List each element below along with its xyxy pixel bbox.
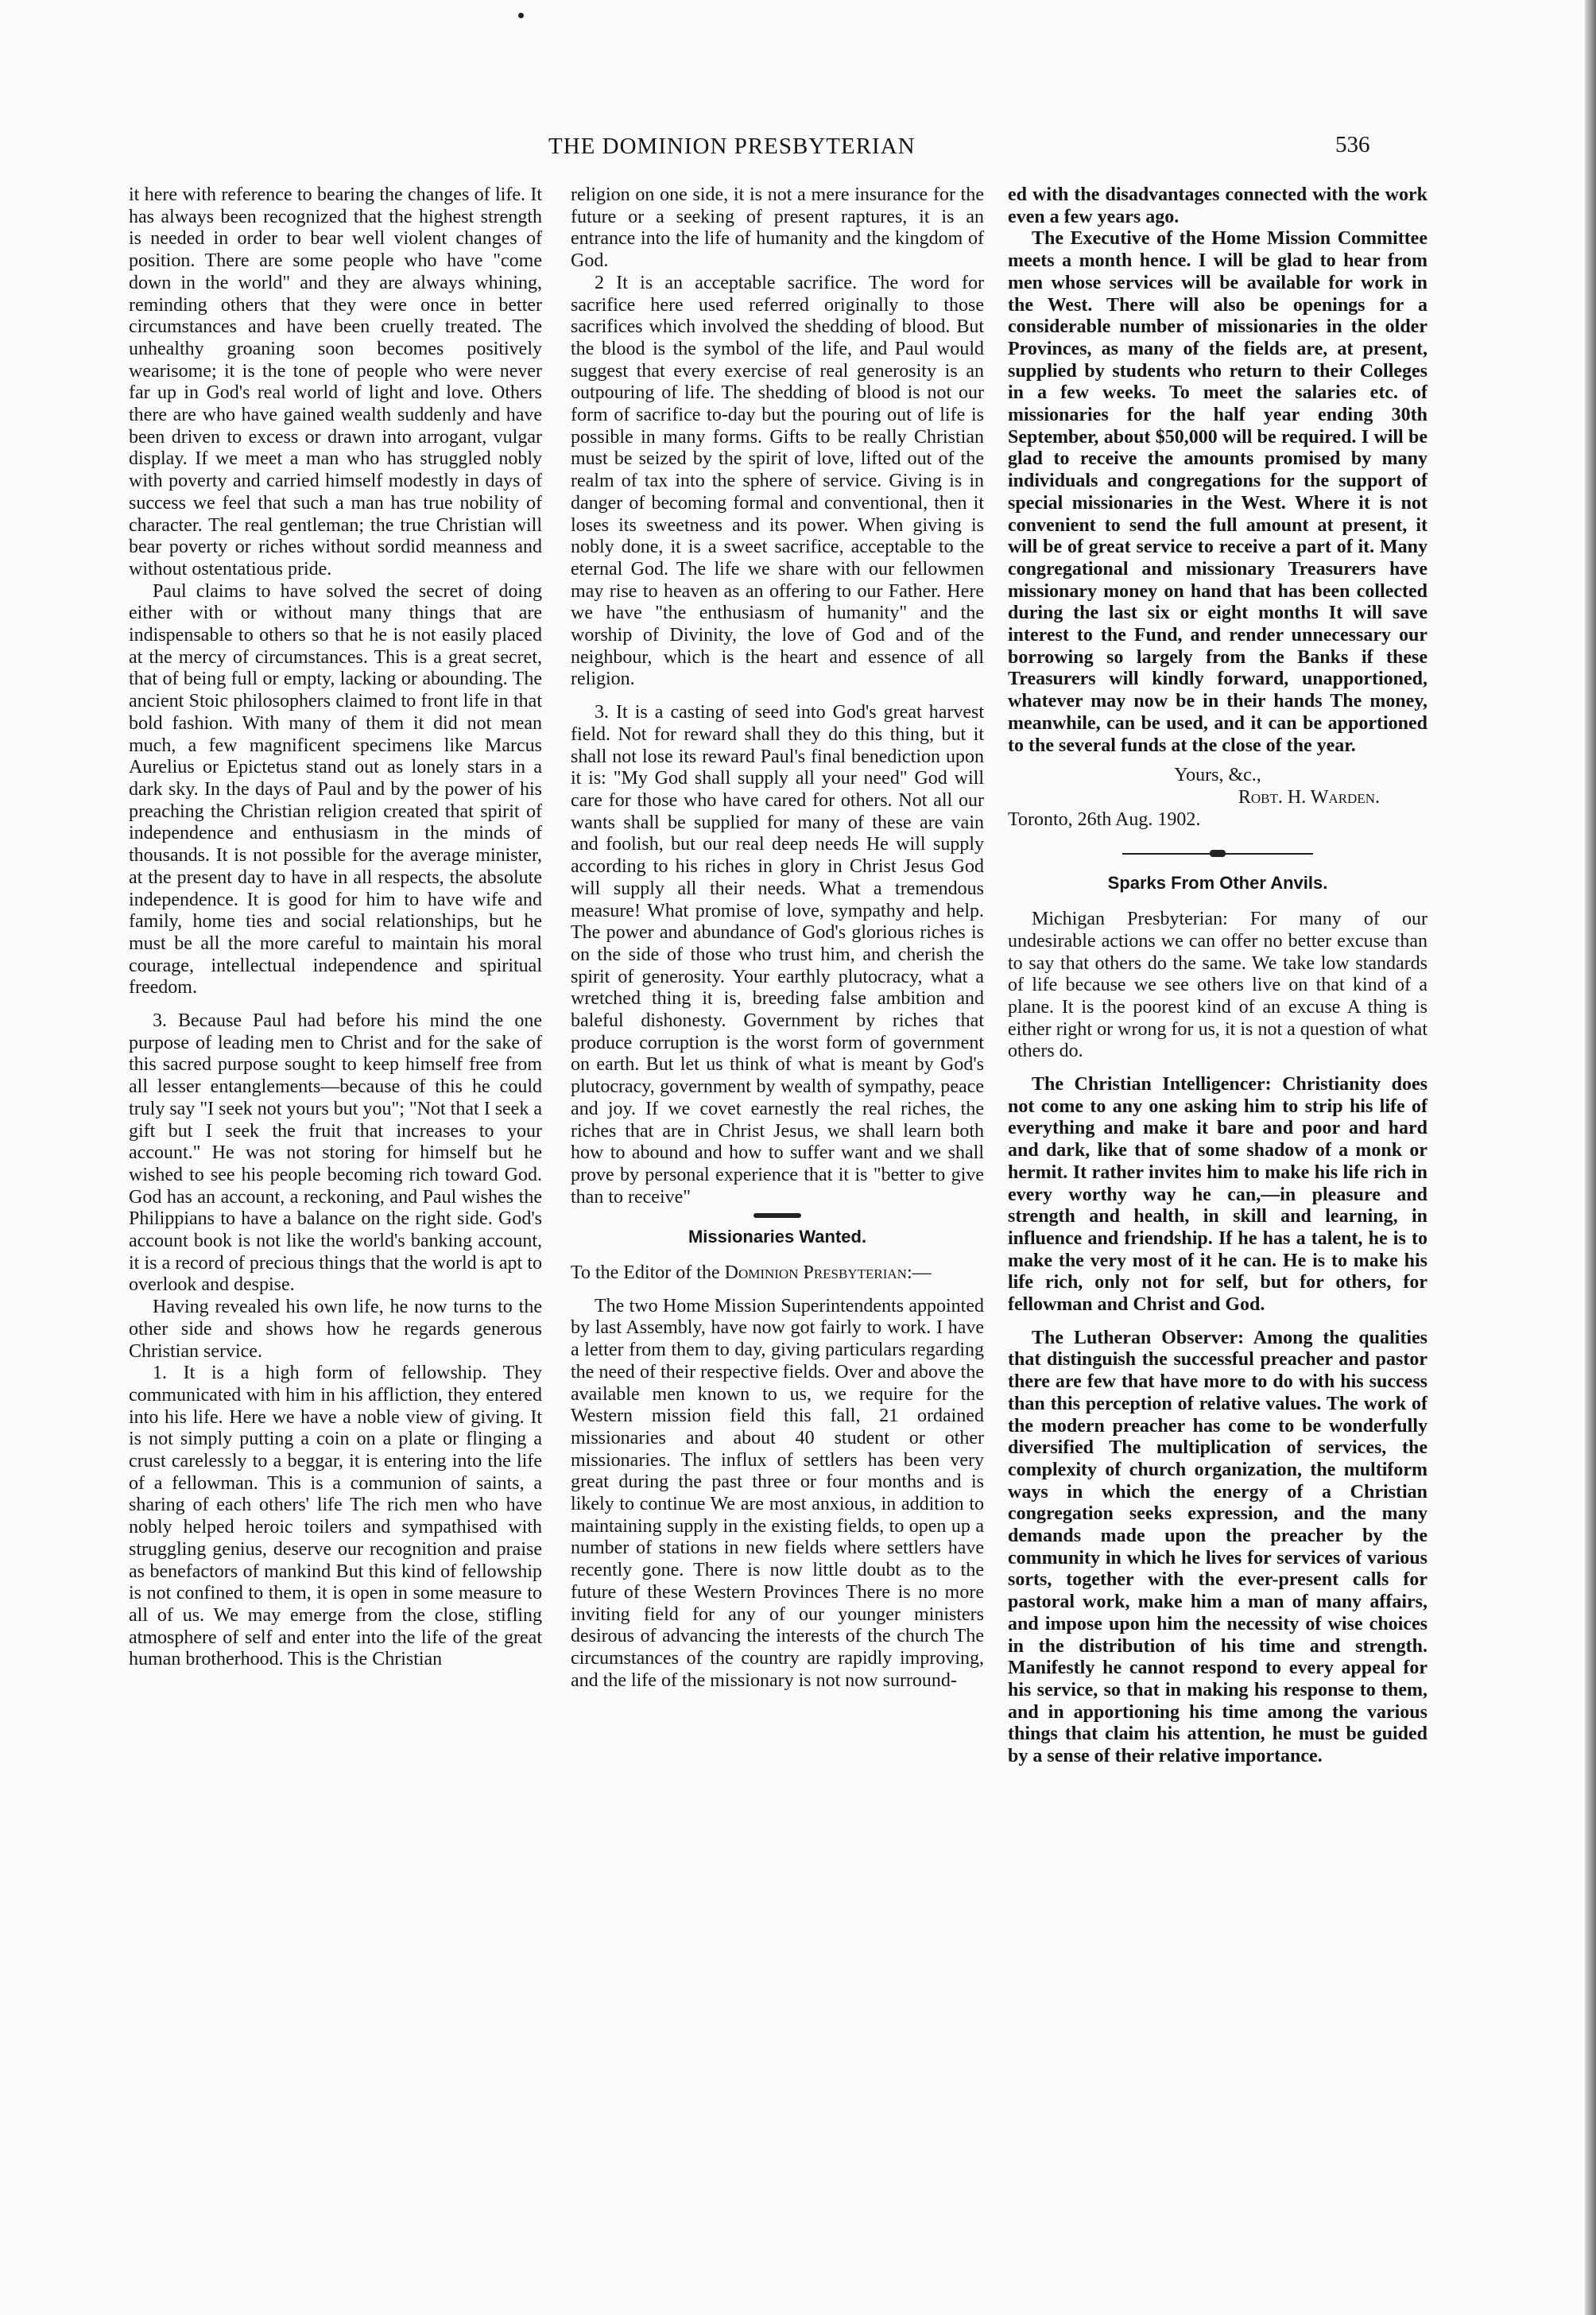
letter-signature-block <box>1008 765 1427 831</box>
sparks-paragraph-2: The Christian Intelligencer: Christianity does not come to any one asking him to strip his life of everything and make it bare and poor and hard and dark, like that of some shadow of a monk or hermit. It rather invites him to make his life rich in every worthy way he can,—in pleasure and strength and health, in skill and learning, in influence and friendship. If he has a talent, he is to make the very most of it he can. He is to make his life rich, only not for self, but for others, for fellowman and Christ and God. <box>1008 1074 1427 1316</box>
sparks-paragraph-3: The Lutheran Observer: Among the qualities that distinguish the successful preacher and pastor there are few that have more to do with his success than this perception of relative values. The work of the modern preacher has come to be wonderfully diversified The multiplication of services, the complexity of church organization, the multiform ways in which the energy of a Christian congregation seeks expression, and the many demands made upon the preacher by the community in which he lives for services of various sorts, together with the ever-present calls for pastoral work, make him a man of many affairs, and impose upon him the necessity of wise choices in the distribution of his time and strength. Manifestly he cannot respond to every appeal for his service, so that in making his response to them, and in apportioning his time among the various things that claim his attention, he must be guided by a sense of their relative importance. <box>1008 1327 1427 1767</box>
missionaries-wanted-heading: Missionaries Wanted. <box>688 1227 867 1247</box>
letter-closing: Yours, &c., <box>1174 765 1261 786</box>
col2-paragraph-2: 2 It is an acceptable sacrifice. The word for sacrifice here used referred originally to those sacrifices which involved the shedding of blood. But the blood is the symbol of the life, and Paul would suggest that every exercise of real generosity is an outpouring of life. The shedding of blood is not our form of sacrifice to-day but the pouring out of life is possible in many forms. Gifts to be really Christian must be seized by the spirit of love, lifted out of the realm of tax into the sphere of service. Giving is in danger of becoming formal and conventional, then it loses its sweetness and its power. When giving is nobly done, it is a sweet sacrifice, acceptable to the eternal God. The life we share with our fellowmen may rise to heaven as an offering to our Father. Here we have "the enthusiasm of humanity" and the worship of Divinity, the love of God and of the neighbour, which is the heart and essence of all religion. <box>571 272 984 690</box>
letter-salutation <box>571 1262 984 1285</box>
salutation-prefix: To the Editor of the <box>571 1262 720 1284</box>
salutation-paper-name: Dominion Presbyterian:— <box>724 1262 932 1284</box>
col1-paragraph-3: 3. Because Paul had before his mind the one purpose of leading men to Christ and for the sake of this sacred purpose sought to keep himself free from all lesser entanglements—because of this he could truly say "I seek not yours but you"; "Not that I seek a gift but I seek the fruit that increases to your account." He was not storing for himself but he wished to see his people becoming rich toward God. God has an account, a reckoning, and Paul wishes the Philippians to have a balance on the right side. God's account book is not like the world's banking account, it is a record of precious things that the world is apt to overlook and despise. <box>129 1010 542 1296</box>
sparks-paragraph-1: Michigan Presbyterian: For many of our undesirable actions we can offer no better excuse than to say that others do the same. We take low standards of life because we see others live on that kind of a plane. It is the poorest kind of an excuse A thing is either right or wrong for us, it is not a question of what others do. <box>1008 909 1427 1062</box>
letter-continued-1: ed with the disadvantages connected with the work even a few years ago. <box>1008 184 1427 227</box>
section-divider <box>1122 847 1313 861</box>
col1-paragraph-1: it here with reference to bearing the changes of life. It has always been recognized that the highest strength is needed in order to bear well violent changes of position. There are some people who have "come down in the world" and they are always whining, reminding others that they were once in better circumstances and have been cruelly treated. The unhealthy groaning soon becomes positively wearisome; it is the tone of people who were never far up in God's real world of light and love. Others there are who have gained wealth suddenly and have been driven to excess or drawn into arrogant, vulgar display. If we meet a man who has struggled nobly with poverty and carried himself modestly in days of success we feel that such a man has true nobility of character. The real gentleman; the true Christian will bear poverty or riches without sordid meanness and without ostentatious pride. <box>129 184 542 580</box>
column-1 <box>129 184 542 1671</box>
section-ornament <box>753 1213 801 1218</box>
col1-paragraph-4: Having revealed his own life, he now turns to the other side and shows how he regards generous Christian service. <box>129 1297 542 1362</box>
col1-paragraph-2: Paul claims to have solved the secret of doing either with or without many things that are indispensable to others so that he is not easily placed at the mercy of circumstances. This is a great secret, that of being full or empty, lacking or abounding. The ancient Stoic philosophers claimed to front life in that bold fashion. With many of them it did not mean much, a few magnificent specimens like Marcus Aurelius or Epictetus stand out as lonely stars in a dark sky. In the days of Paul and by the power of his preaching the Christian religion created that spirit of independence and enthusiasm in the minds of thousands. It is not possible for the average minister, at the present day to have in all respects, the absolute independence. It is good for him to have wife and family, home ties and social relationships, but he must be all the more careful to maintain his moral courage, intellectual independence and spiritual freedom. <box>129 580 542 999</box>
col2-paragraph-1: religion on one side, it is not a mere insurance for the future or a seeking of present raptures, it is an entrance into the life of humanity and the kingdom of God. <box>571 184 984 272</box>
col2-paragraph-3: 3. It is a casting of seed into God's great harvest field. Not for reward shall they do this thing, but it shall not lose its reward Paul's final benediction upon it is: "My God shall supply all your need" God will care for those who have cared for others. Not all our wants shall be supplied for many of these are vain and foolish, but our real deep needs He will supply according to his riches in glory in Christ Jesus God will supply all their needs. What a tremendous measure! What promise of love, sympathy and help. The power and abundance of God's glorious riches is on the side of those who trust him, and cherish the spirit of generosity. Your earthly plutocracy, what a wretched thing it is, breeding false ambition and baleful dishonesty. Government by riches that produce corruption is the worst form of government on earth. But let us think of what is meant by God's plutocracy, government by wealth of sympathy, peace and joy. If we covet earnestly the real riches, the riches that are in Christ Jesus, we shall learn both how to abound and how to suffer want and we shall prove by personal experience that it is "better to give than to receive" <box>571 702 984 1208</box>
letter-paragraph-1: The two Home Mission Superintendents appointed by last Assembly, have now got fairly to work. I have a letter from them to day, giving particulars regarding the need of their respective fields. Over and above the available men known to us, we require for the Western mission field this fall, 21 ordained missionaries and about 40 student or other missionaries. The influx of settlers has been very great during the past three or four months and is likely to continue We are most anxious, in addition to maintaining supply in the existing fields, to open up a number of stations in new fields where settlers have recently gone. There is now little doubt as to the future of these Western Provinces There is no more inviting field for any of our younger ministers desirous of advancing the interests of the church The circumstances of the country are rapidly improving, and the life of the missionary is not now surround- <box>571 1295 984 1691</box>
column-2 <box>571 184 984 1692</box>
sparks-heading: Sparks From Other Anvils. <box>1107 873 1328 894</box>
letter-signature: Robt. H. Warden. <box>1238 786 1380 808</box>
page-number: 536 <box>1335 132 1370 157</box>
running-head-title: THE DOMINION PRESBYTERIAN <box>548 134 916 159</box>
page-edge-shadow <box>1585 0 1596 2315</box>
ink-dot <box>518 13 524 18</box>
letter-continued-2: The Executive of the Home Mission Committee meets a month hence. I will be glad to hear from men whose services will be available for work in the West. There will also be openings for a considerable number of missionaries in the older Provinces, as many of the fields are, at present, supplied by students who return to their Colleges in a few weeks. To meet the salaries etc. of missionaries for the half year ending 30th September, about $50,000 will be required. I will be glad to receive the amounts promised by many individuals and congregations for the support of special missionaries in the West. Where it is not convenient to send the full amount at present, it will be of great service to receive a part of it. Many congregational and missionary Treasurers have missionary money on hand that has been collected during the last six or eight months It will save interest to the Fund, and render unnecessary our borrowing so largely from the Banks if these Treasurers will kindly forward, unapportioned, whatever may now be in their hands The money, meanwhile, can be used, and it can be apportioned to the several funds at the close of the year. <box>1008 228 1427 756</box>
column-3 <box>1008 184 1427 1768</box>
letter-place-date: Toronto, 26th Aug. 1902. <box>1008 809 1201 830</box>
col1-paragraph-5: 1. It is a high form of fellowship. They communicated with him in his affliction, they entered into his life. Here we have a noble view of giving. It is not simply putting a coin on a plate or flinging a crust carelessly to a beggar, it is entering into the life of a fellowman. This is a communion of saints, a sharing of each others' life The rich men who have nobly helped heroic toilers and sympathised with struggling genius, deserve our recognition and praise as benefactors of mankind But this kind of fellowship is not confined to them, it is open in some measure to all of us. We may emerge from the close, stifling atmosphere of self and enter into the life of the great human brotherhood. This is the Christian <box>129 1363 542 1670</box>
